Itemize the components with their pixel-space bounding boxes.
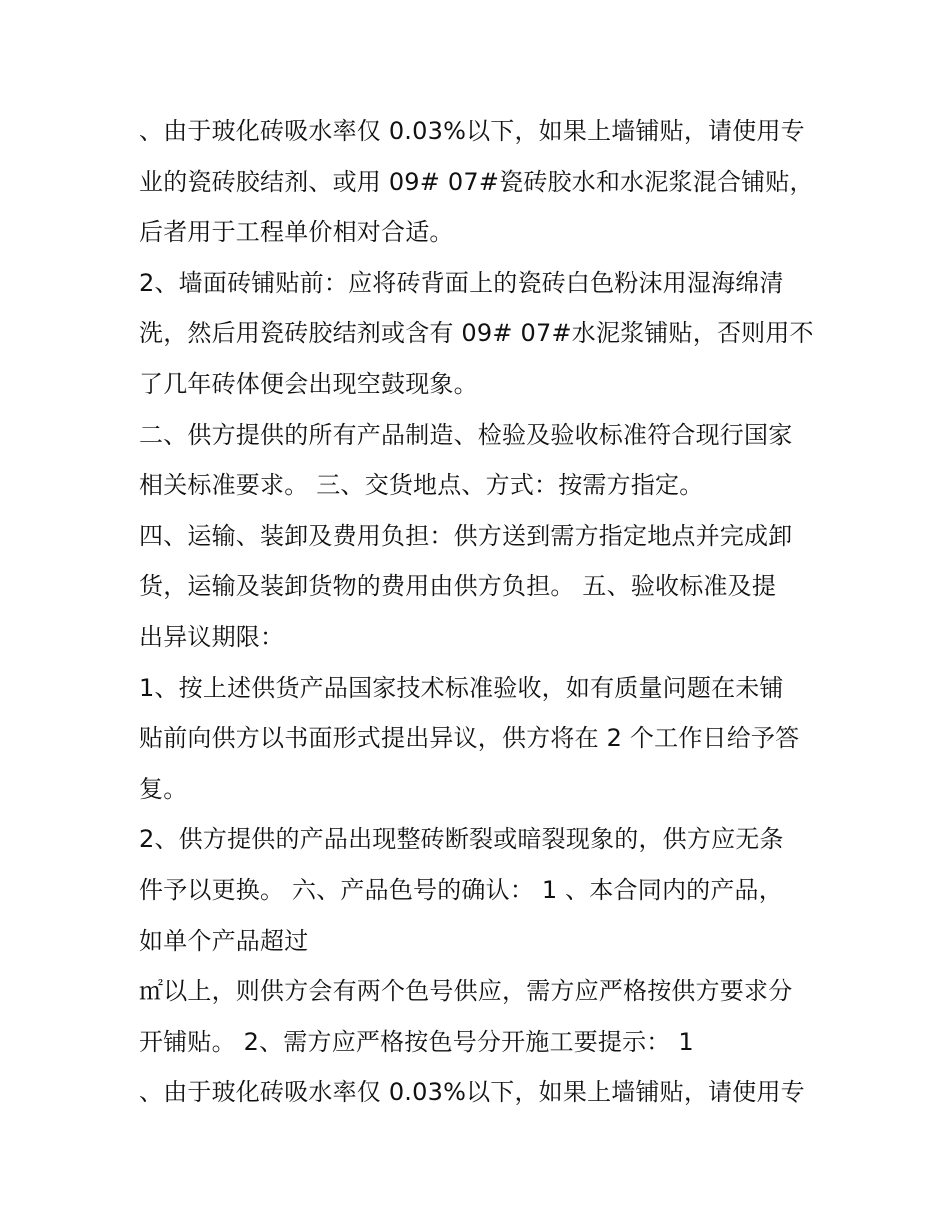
text-line: 二、供方提供的所有产品制造、检验及验收标准符合现行国家 bbox=[139, 420, 793, 449]
text-line: 件予以更换。 六、产品色号的确认： 1 、本合同内的产品， bbox=[139, 875, 783, 904]
text-line: 相关标准要求。 三、交货地点、方式：按需方指定。 bbox=[139, 471, 704, 500]
text-line: 2、供方提供的产品出现整砖断裂或暗裂现象的，供方应无条 bbox=[139, 825, 784, 854]
text-line: 四、运输、装卸及费用负担：供方送到需方指定地点并完成卸 bbox=[139, 521, 793, 550]
text-line: 、由于玻化砖吸水率仅 0.03%以下，如果上墙铺贴，请使用专 bbox=[139, 1078, 805, 1107]
text-line: 业的瓷砖胶结剂、或用 09# 07#瓷砖胶水和水泥浆混合铺贴， bbox=[139, 167, 814, 196]
text-line: 如单个产品超过 bbox=[139, 926, 309, 955]
text-line: 贴前向供方以书面形式提出异议，供方将在 2 个工作日给予答 bbox=[139, 724, 800, 753]
text-line: 后者用于工程单价相对合适。 bbox=[139, 218, 454, 247]
text-line: 货，运输及装卸货物的费用由供方负担。 五、验收标准及提 bbox=[139, 572, 777, 601]
text-line: 出异议期限： bbox=[139, 622, 285, 651]
text-line: 复。 bbox=[139, 774, 188, 803]
text-line: 1、按上述供货产品国家技术标准验收，如有质量问题在未铺 bbox=[139, 673, 784, 702]
document-body bbox=[139, 106, 829, 1118]
text-line: 开铺贴。 2、需方应严格按色号分开施工要提示： 1 bbox=[139, 1027, 694, 1056]
text-line: 、由于玻化砖吸水率仅 0.03%以下，如果上墙铺贴，请使用专 bbox=[139, 117, 805, 145]
text-line: 了几年砖体便会出现空鼓现象。 bbox=[139, 369, 478, 398]
text-line: 2、墙面砖铺贴前：应将砖背面上的瓷砖白色粉沫用湿海绵清 bbox=[139, 268, 784, 297]
text-line: ㎡以上，则供方会有两个色号供应，需方应严格按供方要求分 bbox=[139, 977, 793, 1006]
text-line: 洗，然后用瓷砖胶结剂或含有 09# 07#水泥浆铺贴，否则用不 bbox=[139, 319, 814, 348]
